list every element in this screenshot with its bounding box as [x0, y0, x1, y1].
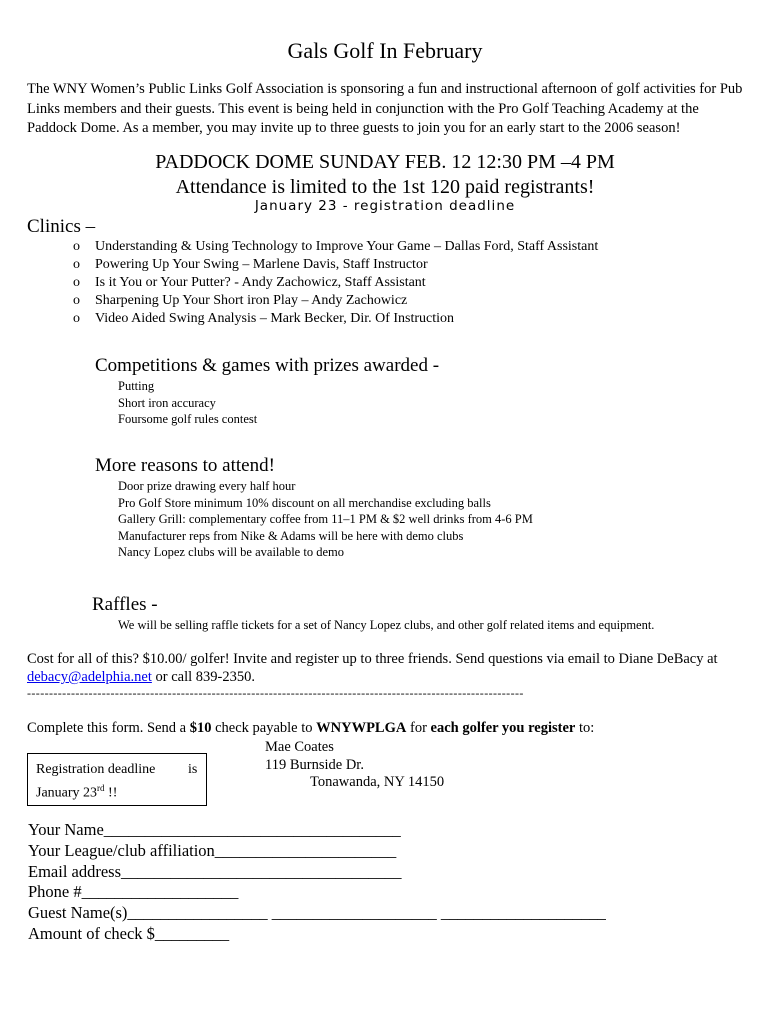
list-item: Manufacturer reps from Nike & Adams will be here with demo clubs [118, 528, 464, 543]
raffles-heading: Raffles - [92, 594, 158, 615]
email-address-field[interactable]: Email address__________________________________ [28, 861, 402, 881]
list-item: Short iron accuracy [118, 395, 216, 410]
registration-deadline-note: January 23 - registration deadline [254, 198, 516, 214]
competitions-heading: Competitions & games with prizes awarded - [95, 355, 440, 376]
reg-box-date-suffix: rd [97, 783, 105, 793]
mailing-name: Mae Coates [265, 739, 334, 755]
cost-paragraph [27, 650, 747, 686]
clinic-item: Sharpening Up Your Short iron Play – Andy Zachowicz [95, 293, 408, 308]
guest-names-field[interactable]: Guest Name(s)_________________ ____________________ ____________________ [28, 903, 606, 923]
list-item: Foursome golf rules contest [118, 412, 258, 426]
list-item: Gallery Grill: complementary coffee from 11–1 PM & $2 well drinks from 4-6 PM [118, 512, 533, 526]
mailing-street: 119 Burnside Dr. [265, 757, 364, 773]
cost-text: Cost for all of this? $10.00/ golfer! Invite and register up to three friends. Send questions via email to Diane DeBacy at [27, 651, 718, 667]
instruction-text: to: [575, 720, 595, 736]
mailing-city: Tonawanda, NY 14150 [310, 774, 445, 790]
bullet-icon: o [73, 257, 80, 272]
bullet-icon: o [73, 275, 80, 290]
reasons-list [118, 478, 533, 561]
clinic-item: Understanding & Using Technology to Improve Your Game – Dallas Ford, Staff Assistant [95, 239, 599, 254]
list-item: Nancy Lopez clubs will be available to demo [118, 545, 344, 559]
bullet-icon: o [73, 293, 80, 308]
list-item [73, 292, 598, 310]
instruction-text: for [406, 720, 431, 736]
list-item: Door prize drawing every half hour [118, 479, 296, 493]
competitions-list [118, 378, 257, 428]
check-amount: $10 [189, 720, 212, 736]
list-item [73, 310, 598, 328]
form-instructions [27, 720, 594, 737]
reg-box-date: January 23 [36, 785, 98, 801]
list-item: Pro Golf Store minimum 10% discount on all merchandise excluding balls [118, 495, 491, 510]
instruction-text: check payable to [211, 720, 317, 736]
check-amount-field[interactable]: Amount of check $_________ [28, 923, 230, 943]
clinics-heading: Clinics – [27, 216, 96, 237]
league-affiliation-field[interactable]: Your League/club affiliation______________________ [28, 840, 397, 860]
reg-box-exclaim: !! [104, 785, 118, 801]
payee-name: WNYWPLGA [316, 720, 407, 736]
registration-deadline-box [27, 753, 207, 806]
registration-form [28, 820, 606, 945]
list-item [73, 274, 598, 292]
page-title: Gals Golf In February [287, 38, 483, 63]
email-link[interactable]: debacy@adelphia.net [27, 669, 152, 685]
reg-box-is: is [188, 762, 198, 777]
list-item [73, 238, 598, 256]
clinic-item: Powering Up Your Swing – Marlene Davis, Staff Instructor [95, 257, 428, 272]
list-item [73, 256, 598, 274]
clinic-item: Is it You or Your Putter? - Andy Zachowicz, Staff Assistant [95, 275, 426, 290]
intro-paragraph: The WNY Women’s Public Links Golf Association is sponsoring a fun and instructional afternoon of golf activities for Pub Links members and their guests. This event is being held in conjunction with the Pro Golf Teaching Academy at the Paddock Dome. As a member, you may invite up to three guests to join you for an early start to the 2006 season! [27, 81, 743, 136]
bullet-icon: o [73, 239, 80, 254]
event-details: PADDOCK DOME SUNDAY FEB. 12 12:30 PM –4 PM [155, 151, 615, 173]
reg-box-line1: Registration deadline [36, 762, 156, 777]
instruction-text: Complete this form. Send a [27, 720, 190, 736]
clinic-item: Video Aided Swing Analysis – Mark Becker, Dir. Of Instruction [95, 311, 455, 326]
reasons-heading: More reasons to attend! [95, 455, 275, 476]
phone-field[interactable]: Phone #___________________ [28, 882, 239, 902]
bullet-icon: o [73, 311, 80, 326]
raffles-text: We will be selling raffle tickets for a set of Nancy Lopez clubs, and other golf related items and equipment. [118, 618, 655, 632]
your-name-field[interactable]: Your Name____________________________________ [28, 820, 401, 839]
cut-line-divider: ----------------------------------------------------------------------------------------------------------------- [27, 686, 524, 700]
clinics-list [73, 238, 598, 328]
each-golfer-emphasis: each golfer you register [430, 720, 576, 736]
cost-phone-text: or call 839-2350. [151, 669, 255, 685]
list-item: Putting [118, 379, 155, 393]
attendance-note: Attendance is limited to the 1st 120 paid registrants! [175, 176, 595, 198]
